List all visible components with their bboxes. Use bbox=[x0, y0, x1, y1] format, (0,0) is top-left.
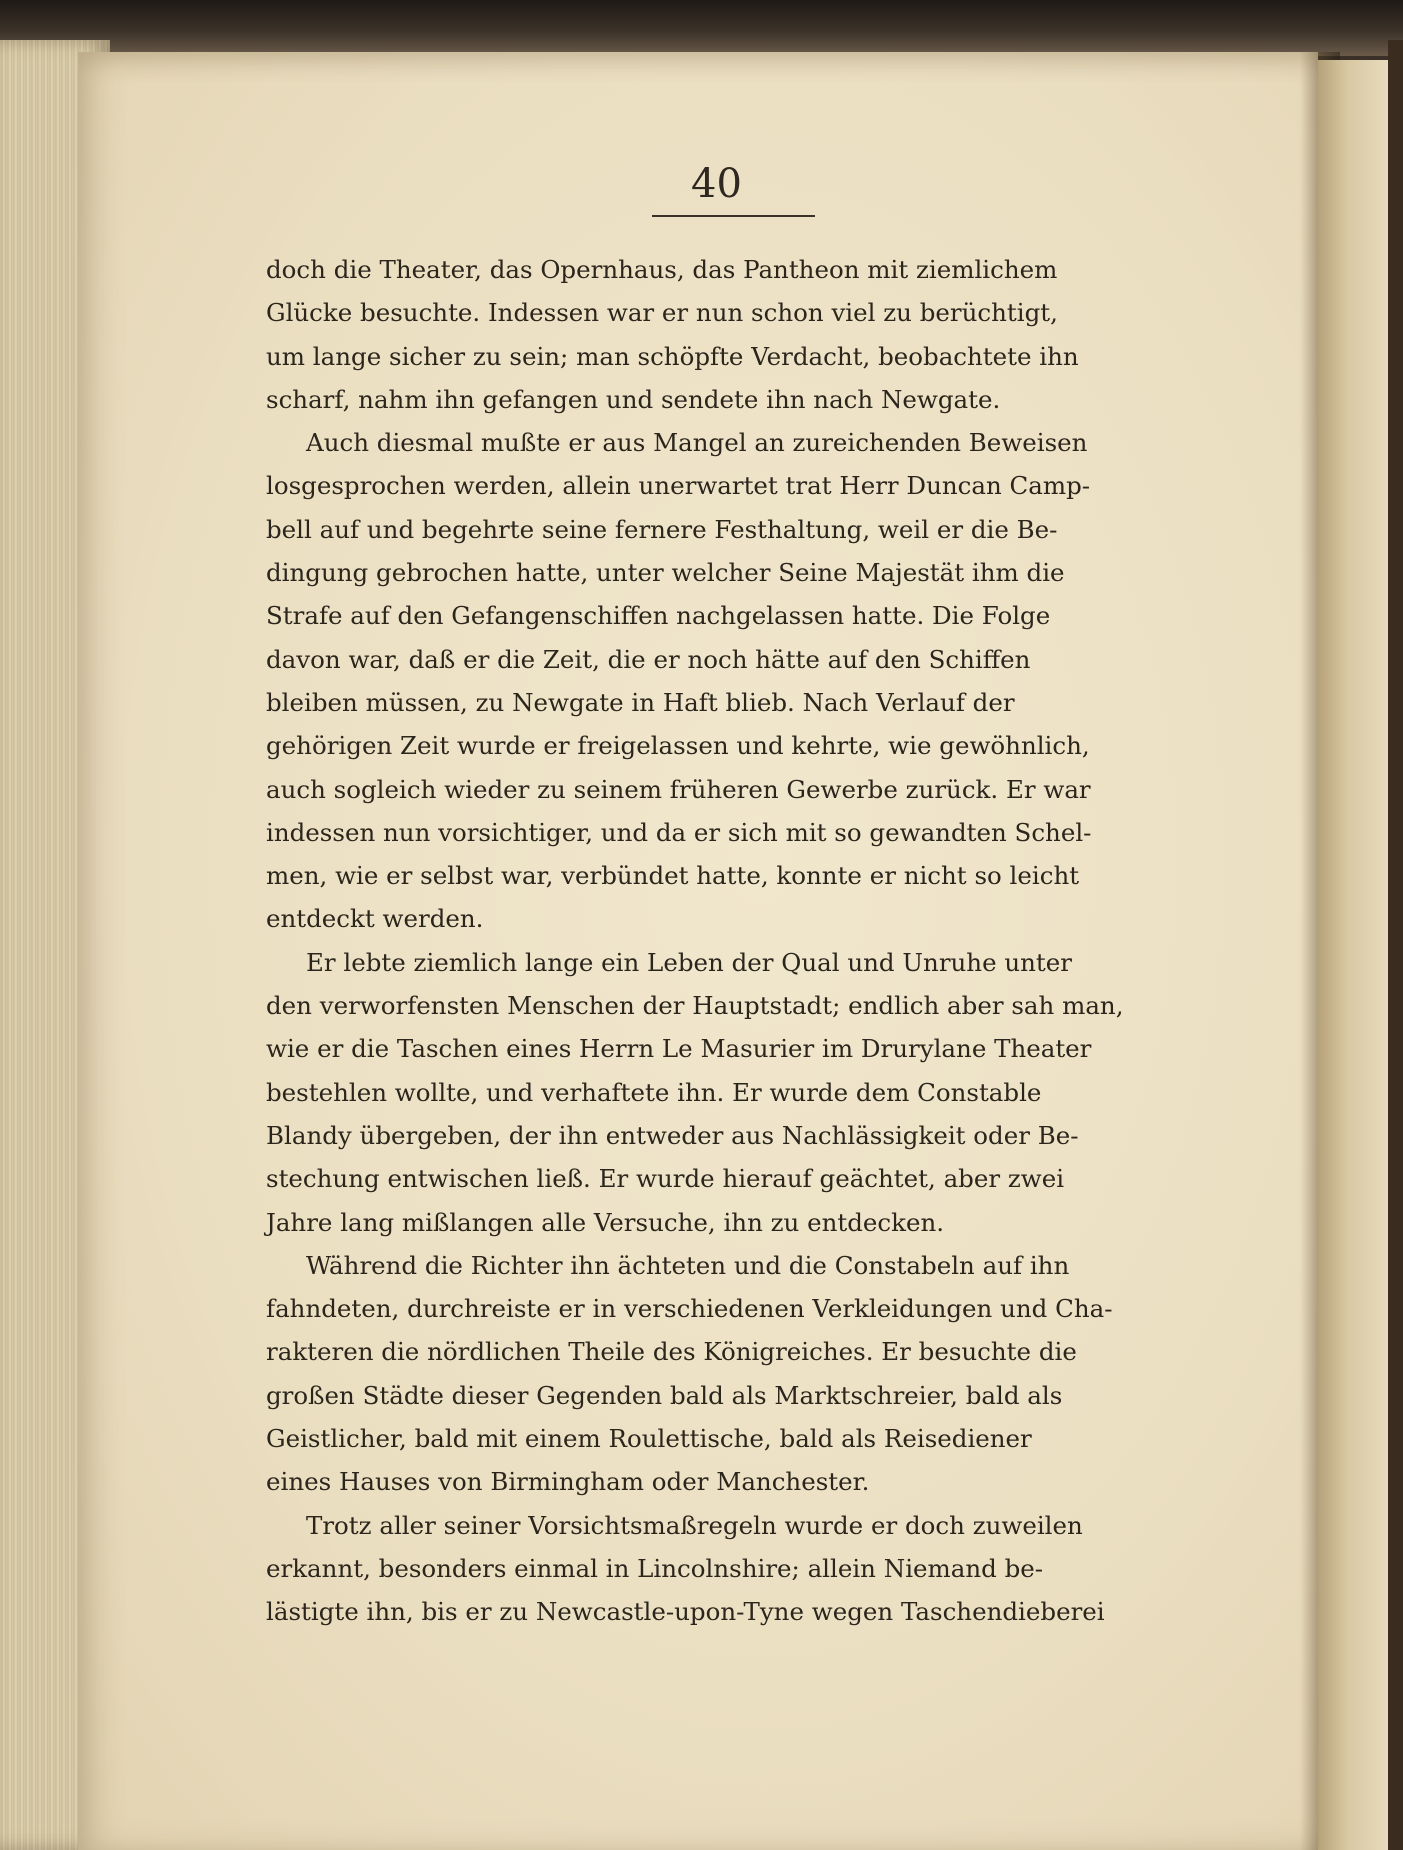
text-line: stechung entwischen ließ. Er wurde hierauf geächtet, aber zwei bbox=[266, 1164, 1065, 1194]
text-line: bleiben müssen, zu Newgate in Haft blieb. Nach Verlauf der bbox=[266, 687, 1015, 717]
text-line: Jahre lang mißlangen alle Versuche, ihn zu entdecken. bbox=[266, 1207, 945, 1237]
book-cover-edge bbox=[1388, 40, 1403, 1850]
text-line: Strafe auf den Gefangenschiffen nachgelassen hatte. Die Folge bbox=[266, 601, 1051, 631]
text-line: gehörigen Zeit wurde er freigelassen und kehrte, wie gewöhnlich, bbox=[266, 731, 1090, 761]
text-line: wie er die Taschen eines Herrn Le Masurier im Drurylane Theater bbox=[266, 1034, 1092, 1064]
text-line: lästigte ihn, bis er zu Newcastle-upon-Tyne wegen Taschendieberei bbox=[266, 1597, 1105, 1627]
text-line: Geistlicher, bald mit einem Roulettische, bald als Reisediener bbox=[266, 1424, 1032, 1454]
text-line: fahndeten, durchreiste er in verschiedenen Verkleidungen und Cha- bbox=[266, 1294, 1113, 1324]
page-number-rule bbox=[652, 215, 815, 217]
text-line: eines Hauses von Birmingham oder Manchester. bbox=[266, 1467, 870, 1497]
text-line: men, wie er selbst war, verbündet hatte, konnte er nicht so leicht bbox=[266, 861, 1080, 891]
text-line: bestehlen wollte, und verhaftete ihn. Er wurde dem Constable bbox=[266, 1077, 1042, 1107]
text-line: den verworfensten Menschen der Hauptstadt; endlich aber sah man, bbox=[266, 991, 1124, 1021]
text-line: entdeckt werden. bbox=[266, 904, 484, 934]
text-line: Während die Richter ihn ächteten und die Constabeln auf ihn bbox=[306, 1250, 1070, 1280]
text-line: auch sogleich wieder zu seinem früheren Gewerbe zurück. Er war bbox=[266, 774, 1091, 804]
text-line: losgesprochen werden, allein unerwartet trat Herr Duncan Camp- bbox=[266, 471, 1091, 501]
body-text bbox=[266, 248, 1226, 1634]
text-line: großen Städte dieser Gegenden bald als Marktschreier, bald als bbox=[266, 1380, 1063, 1410]
text-line: Auch diesmal mußte er aus Mangel an zureichenden Beweisen bbox=[306, 428, 1088, 458]
page-number: 40 bbox=[691, 161, 742, 207]
text-line: erkannt, besonders einmal in Lincolnshire; allein Niemand be- bbox=[266, 1553, 1044, 1583]
text-line: indessen nun vorsichtiger, und da er sich mit so gewandten Schel- bbox=[266, 817, 1092, 847]
text-line: Er lebte ziemlich lange ein Leben der Qual und Unruhe unter bbox=[306, 947, 1072, 977]
book-top-edge bbox=[0, 0, 1403, 56]
text-line: dingung gebrochen hatte, unter welcher Seine Majestät ihm die bbox=[266, 558, 1065, 588]
facing-page-edge bbox=[1318, 60, 1390, 1850]
text-line: bell auf und begehrte seine fernere Festhaltung, weil er die Be- bbox=[266, 514, 1058, 544]
text-line: rakteren die nördlichen Theile des Königreiches. Er besuchte die bbox=[266, 1337, 1077, 1367]
text-line: um lange sicher zu sein; man schöpfte Verdacht, beobachtete ihn bbox=[266, 341, 1079, 371]
text-line: scharf, nahm ihn gefangen und sendete ihn nach Newgate. bbox=[266, 384, 1001, 414]
text-line: doch die Theater, das Opernhaus, das Pantheon mit ziemlichem bbox=[266, 255, 1058, 284]
text-line: Blandy übergeben, der ihn entweder aus Nachlässigkeit oder Be- bbox=[266, 1120, 1079, 1150]
text-line: Trotz aller seiner Vorsichtsmaßregeln wurde er doch zuweilen bbox=[306, 1510, 1083, 1540]
text-line: davon war, daß er die Zeit, die er noch hätte auf den Schiffen bbox=[266, 644, 1031, 674]
text-line: Glücke besuchte. Indessen war er nun schon viel zu berüchtigt, bbox=[266, 298, 1058, 328]
